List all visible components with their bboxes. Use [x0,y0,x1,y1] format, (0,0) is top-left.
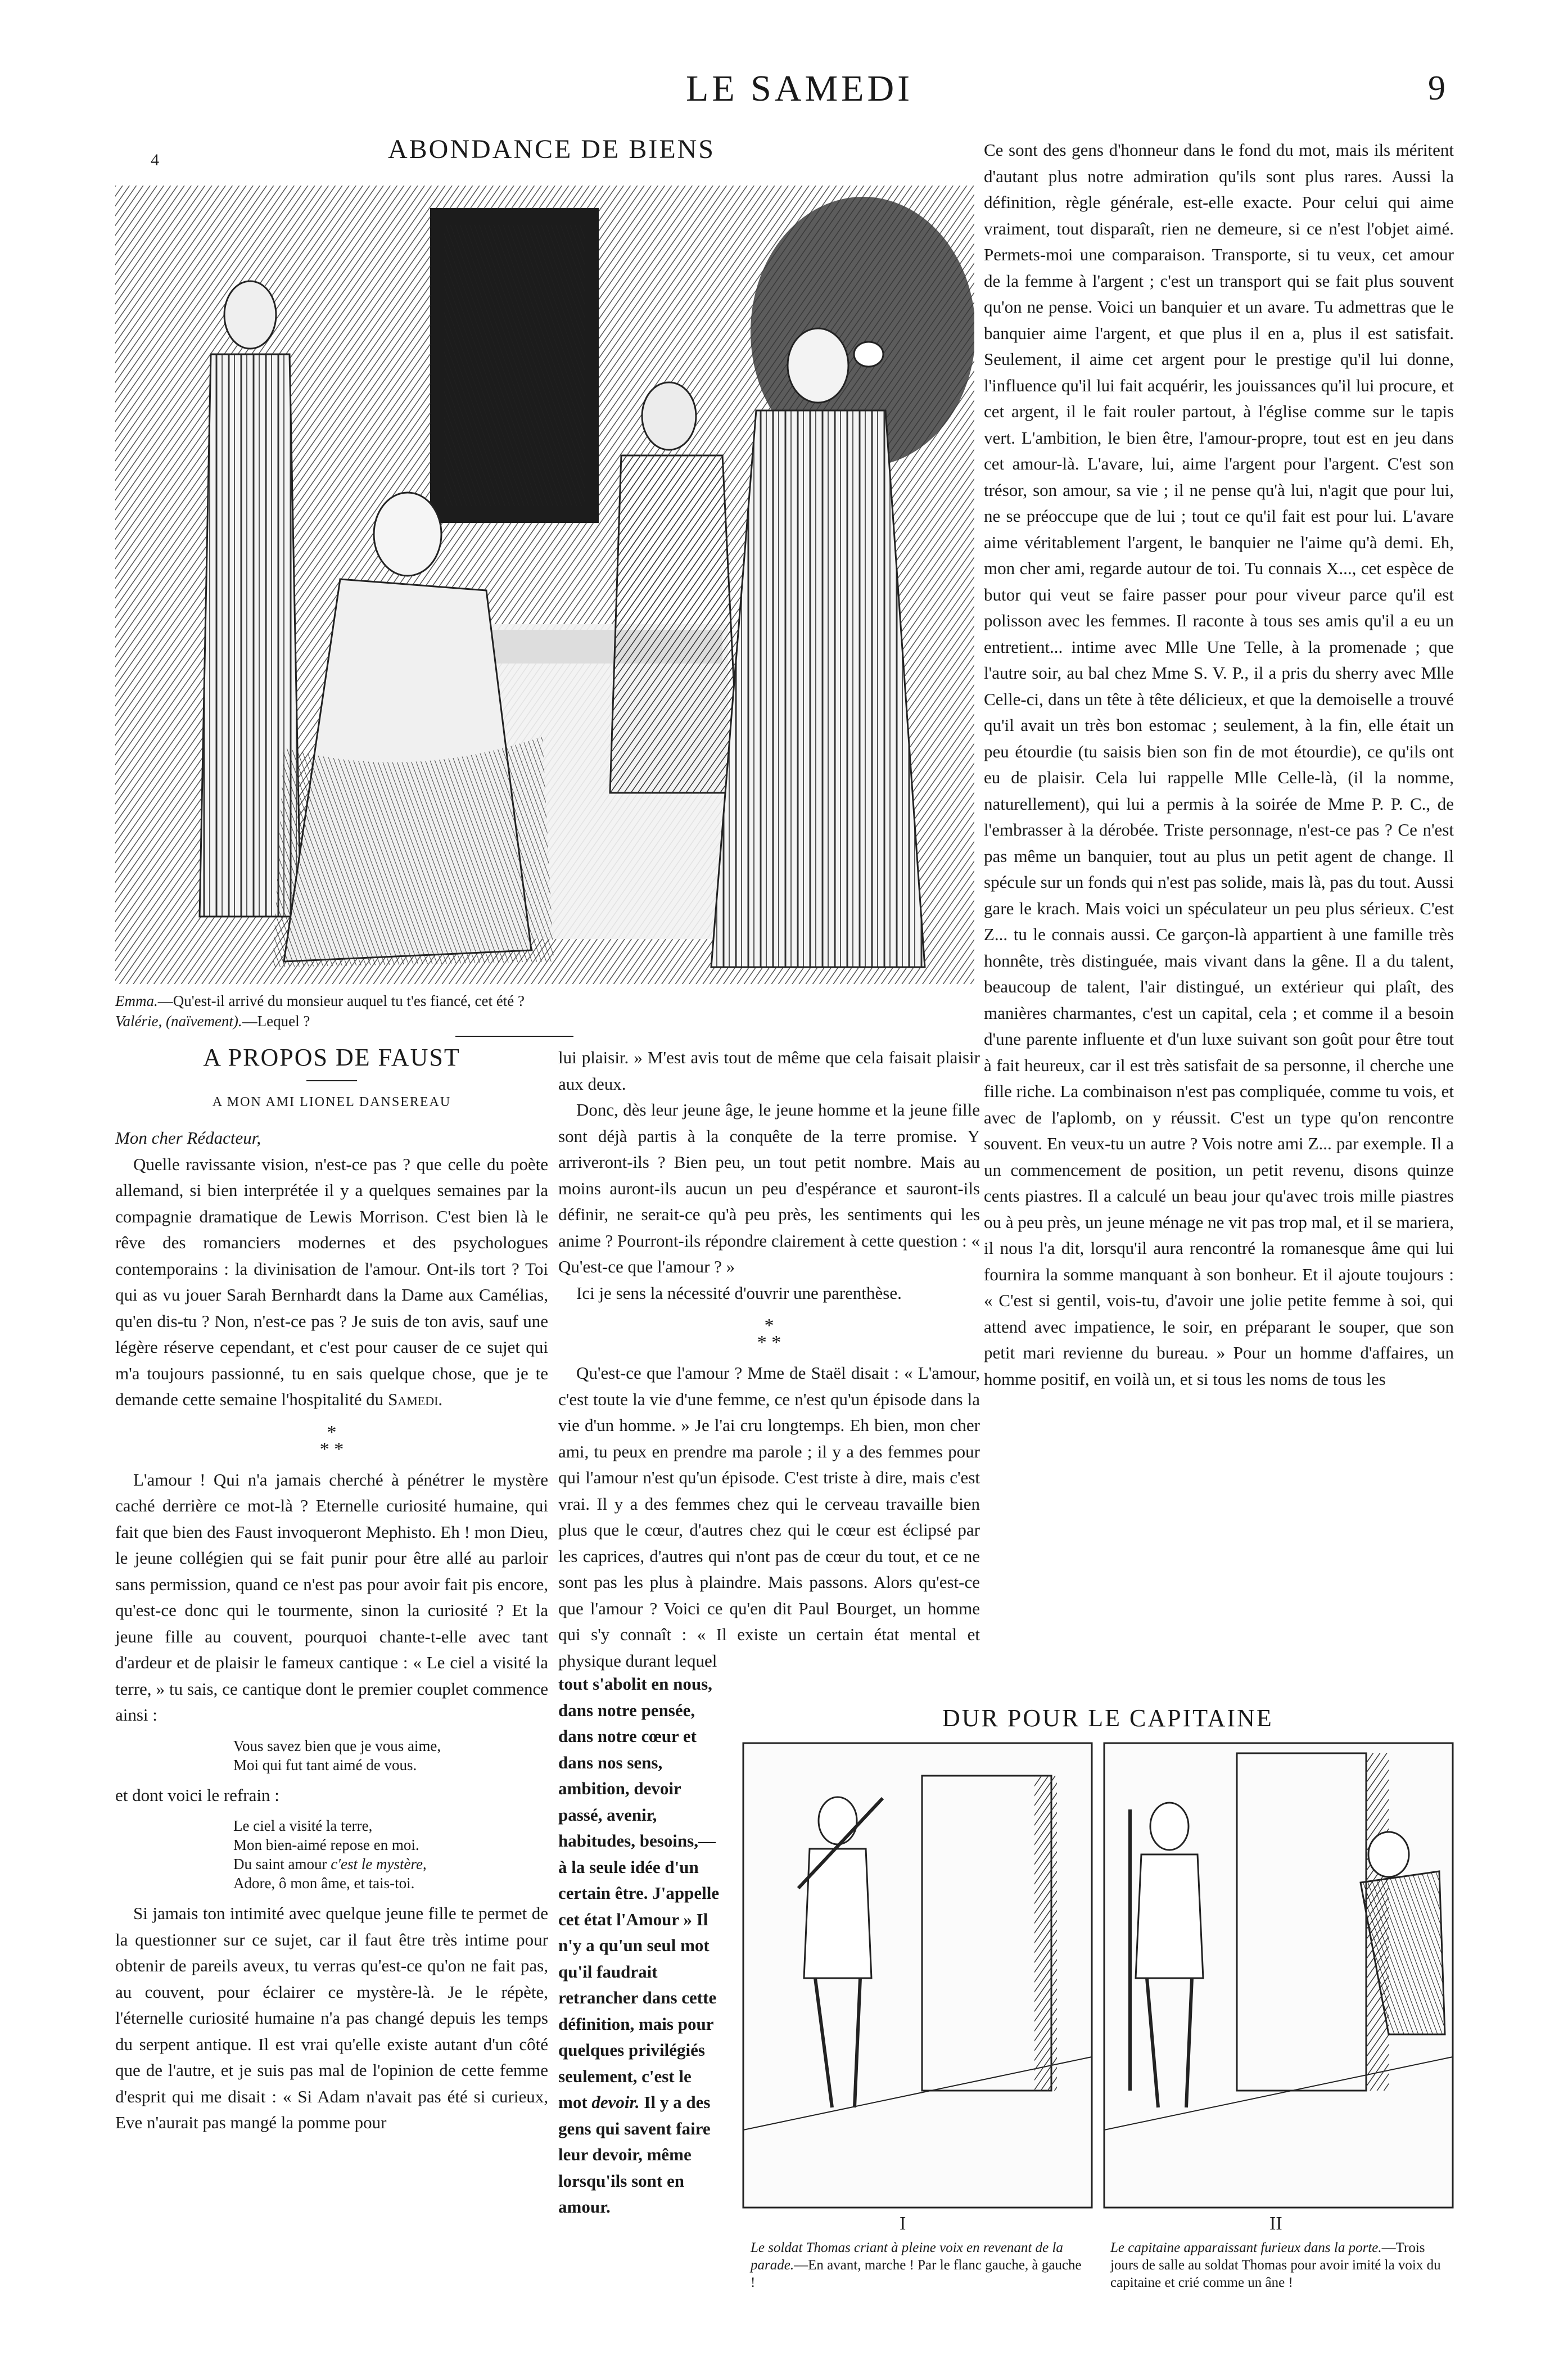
illustration-title: ABONDANCE DE BIENS [388,134,715,164]
article-column-2-narrow [558,1671,721,2220]
paragraph: Qu'est-ce que l'amour ? Mme de Staël disait : « L'amour, c'est toute la vie d'une femme, ce n'est qu'un épisode dans la vie d'un homme. » Je l'ai cru longtemps. Eh bien, mon cher ami, tu peux en prendre ma parole ; il y a des femmes pour qui l'amour n'est qu'un épisode. C'est triste à dire, mais c'est vrai. Il y a des femmes chez qui le cerveau travaille bien plus que le cœur, d'autres chez qui le cœur est éclipsé par les caprices, d'autres qui n'ont pas de cœur du tout, et ce ne sont pas les plus à plaindre. Mais passons. Alors qu'est-ce que l'amour ? Voici ce qu'en dit Paul Bourget, un homme qui s'y connaît : « Il existe un certain état mental et physique durant lequel [558,1363,980,1671]
caption-speaker: Valérie, (naïvement). [115,1013,242,1030]
illustration-caption [115,991,974,1031]
illustration-engraving [115,186,974,984]
paragraph: lui plaisir. » M'est avis tout de même que cela faisait plaisir aux deux. [558,1048,980,1094]
paragraph: Si jamais ton intimité avec quelque jeune fille te permet de la questionner sur ce sujet, car il faut être très intime pour obtenir de pareils aveux, tu verras qu'est-ce qu'on ne fait pas, au couvent, pour éclairer ce mystère-là. Je le répète, l'éternelle curiosité humaine n'a pas changé depuis les temps du serpent antique. Il est vrai qu'elle existe autant d'un côté que de l'autre, et je suis pas mal de l'opinion de cette femme d'esprit qui me disait : « Si Adam n'avait pas été si curieux, Eve n'aurait pas mangé la pomme pour [115,1903,548,2132]
page-number: 9 [1428,69,1445,107]
paragraph: et dont voici le refrain : [115,1785,279,1805]
divider [306,1080,357,1081]
panel-1-caption: Le soldat Thomas criant à pleine voix en revenant de la parade.—En avant, marche ! Par le flanc gauche, à gauche ! [751,2240,1082,2290]
verse-2: Le ciel a visité la terre, Mon bien-aimé repose en moi. Du saint amour c'est le mystère, Adore, ô mon âme, et tais-toi. [233,1817,427,1892]
article-title: A PROPOS DE FAUST [203,1044,460,1071]
article-column-3 [984,137,1454,1392]
article-column-2 [558,1045,980,1674]
panel-number: II [1269,2213,1282,2234]
panel-number: I [900,2213,906,2234]
caption-text: —Qu'est-il arrivé du monsieur auquel tu t'es fiancé, cet été ? [157,992,525,1009]
caption-text: —Lequel ? [242,1013,310,1030]
divider [455,1036,573,1037]
cartoon-drawing [742,1742,1454,2210]
cartoon-title: DUR POUR LE CAPITAINE [942,1704,1273,1732]
illustration-abondance [115,186,974,984]
paragraph: Ici je sens la nécessité d'ouvrir une parenthèse. [576,1283,902,1303]
paragraph: L'amour ! Qui n'a jamais cherché à pénétrer le mystère caché derrière ce mot-là ? Eternelle curiosité humaine, qui fait que bien des Faust invoqueront Mephisto. Eh ! mon Dieu, le jeune collégien qui se fait punir pour être allé au parloir sans permission, quand ce n'est pas pour avoir fait pis encore, qu'est-ce donc qui le tourmente, sinon la curiosité ? Et la jeune fille au couvent, pourquoi chante-t-elle avec tant d'ardeur et de plaisir le fameux cantique : « Le ciel a visité la terre, » tu sais, ce cantique dont le premier couplet commence ainsi : [115,1469,548,1725]
panel-2-caption: Le capitaine apparaissant furieux dans la porte.—Trois jours de salle au soldat Thomas pour avoir imité la voix du capitaine et crié comme un âne ! [1110,2240,1441,2290]
verse-1: Vous savez bien que je vous aime, Moi qui fut tant aimé de vous. [233,1737,441,1773]
paragraph: Ce sont des gens d'honneur dans le fond du mot, mais ils méritent d'autant plus notre admiration qu'ils sont plus rares. Aussi la définition, règle générale, est-elle exacte. Pour celui qui aime vraiment, tout disparaît, rien ne demeure, si ce n'est l'objet aimé. Permets-moi une comparaison. Transporte, si tu veux, cet amour de la femme à l'argent ; c'est un transport qui se fait plus souvent qu'on ne pense. Voici un banquier et un avare. Tu admettras que le banquier aime l'argent, et que plus il en a, plus il est satisfait. Seulement, il aime cet argent pour le prestige qu'il lui donne, l'influence qu'il lui fait acquérir, les jouissances qu'il lui procure, et cet argent, il le fait rouler partout, à l'église comme sur le tapis vert. L'ambition, le bien être, l'amour-propre, tout est en jeu dans cet amour-là. L'avare, lui, aime l'argent pour l'argent. C'est son trésor, son amour, sa vie ; il ne pense qu'à lui, n'agit que pour lui, ne se préoccupe que de lui ; tout ce qu'il fait est pour lui. L'avare aime véritablement l'argent, le banquier ne l'aime qu'à demi. Eh, mon cher ami, regarde autour de toi. Tu connais X..., cet espèce de butor qui veut se faire passer pour pour viveur parce qu'il est polisson avec les femmes. Il raconte à tous ses amis qu'il a eu un entretient... intime avec Mlle Une Telle, à la promenade ; que l'autre soir, au bal chez Mme S. V. P., il a pris du sherry avec Mlle Celle-ci, dans un tête à tête délicieux, et que la demoiselle a trouvé qu'il avait un très bon estomac ; seulement, à la fin, elle était un peu étourdie (tu saisis bien son fin de mot étourdie), ce qu'ils ont eu de plaisir. Cela lui rappelle Mlle Celle-là, (il la nomme, naturellement), qui lui a permis à la soirée de Mme P. P. C., de l'embrasser à la dérobée. Triste personnage, n'est-ce pas ? Ce n'est pas même un banquier, tout au plus un petit agent de change. Il spécule sur un fonds qui n'est pas solide, mais là, pas du tout. Aussi gare le krach. Mais voici un spéculateur un peu plus sérieux. C'est Z... tu le connais aussi. Ce garçon-là appartient à une famille très honnête, très distinguée, mais vivant dans la gêne. Il a du talent, beaucoup de talent, l'air distingué, un extérieur qui plaît, des manières charmantes, c'est un capital, cela ; et comme il a besoin d'une parente influente et d'un luxe suivant son goût pour être tout à fait heureux, car il est très satisfait de sa personne, il cherche une fille riche. La combinaison n'est pas compliquée, comme tu vois, et avec de l'aplomb, on y réussit. C'est un type qu'on rencontre souvent. En veux-tu un autre ? Vois notre ami Z... par exemple. Il a un commencement de position, un petit revenu, disons quinze cents piastres. Il a calculé un beau jour qu'avec trois mille piastres ou à peu près, un jeune ménage ne vit pas trop mal, et il se mariera, il nous l'a dit, lorsqu'il aura rencontré la romanesque âme qui lui fournira la somme manquant à son bonheur. Et il ajoute toujours : « C'est si gentil, vois-tu, d'avoir une jolie petite femme à soi, qui attend avec impatience, le soir, en préparant le souper, que son petit mari revienne du bureau. » Pour un homme d'affaires, un homme positif, en voilà un, et si tous les noms de tous les [984,140,1454,1389]
paragraph: Quelle ravissante vision, n'est-ce pas ? que celle du poète allemand, si bien interprétée il y a quelques semaines par la compagnie dramatique de Lewis Morrison. C'est bien là le rêve des romanciers modernes et des psychologues contemporains : la divinisation de l'amour. Ont-ils tort ? Toi qui as vu jouer Sarah Bernhardt dans la Dame aux Camélias, qu'en dis-tu ? Non, n'est-ce pas ? Je suis de ton avis, sauf une légère réserve cependant, et c'est pour causer de ce sujet qui m'a toujours passionné, tu en sais quelque chose, que je te demande cette semaine l'hospitalité du Samedi. [115,1154,548,1409]
section-stars: * * * [757,1315,781,1353]
cartoon-panels [742,1742,1454,2210]
caption-speaker: Emma. [115,992,158,1009]
article-column-1 [115,1045,548,2136]
dedication: A MON AMI LIONEL DANSEREAU [212,1094,451,1109]
paragraph: tout s'abolit en nous, dans notre pensée, dans notre cœur et dans nos sens, ambition, devoir passé, avenir, habitudes, besoins,— à la seule idée d'un certain être. J'appelle cet état l'Amour » Il n'y a qu'un seul mot qu'il faudrait retrancher dans cette définition, mais pour quelques privilégiés seulement, c'est le mot devoir. Il y a des gens qui savent faire leur devoir, même lorsqu'ils sont en amour. [558,1674,720,2217]
masthead: LE SAMEDI [686,68,914,109]
section-stars: * * * [319,1421,344,1460]
corner-mark: 4 [151,151,159,169]
paragraph: Donc, dès leur jeune âge, le jeune homme et la jeune fille sont déjà partis à la conquête de la terre promise. Y arriveront-ils ? Bien peu, un tout petit nombre. Mais au moins auront-ils aucun un peu d'espérance et sauront-ils définir, ne serait-ce qu'à peu près, les sentiments qui les anime ? Pourront-ils répondre clairement à cette question : « Qu'est-ce que l'amour ? » [558,1100,980,1276]
salutation: Mon cher Rédacteur, [115,1128,261,1148]
